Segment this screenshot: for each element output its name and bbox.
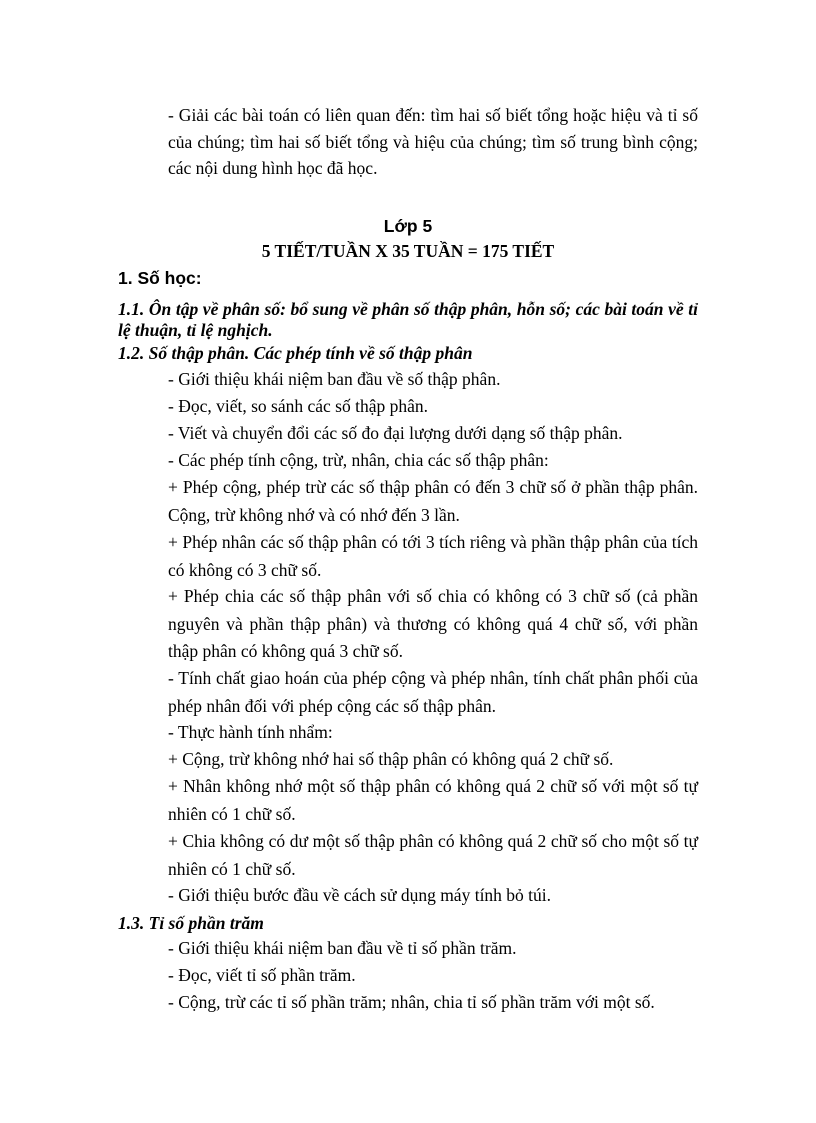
subsection-1-3-heading: 1.3. Tỉ số phần trăm bbox=[118, 913, 264, 933]
list-item: + Phép nhân các số thập phân có tới 3 tích riêng và phần thập phân của tích có không có 3 chữ số. bbox=[168, 532, 698, 580]
list-item: - Giới thiệu khái niệm ban đầu về số thập phân. bbox=[168, 369, 501, 389]
grade-subtitle: 5 TIẾT/TUẦN X 35 TUẦN = 175 TIẾT bbox=[261, 241, 555, 261]
list-item: - Đọc, viết tỉ số phần trăm. bbox=[168, 965, 356, 985]
list-item: + Phép chia các số thập phân với số chia có không có 3 chữ số (cả phần nguyên và phần thập phân) và thương có không quá 4 chữ số, với phần thập phân có không quá 3 chữ số. bbox=[168, 586, 698, 661]
list-item: + Chia không có dư một số thập phân có không quá 2 chữ số cho một số tự nhiên có 1 chữ số. bbox=[168, 831, 698, 879]
list-item: - Giới thiệu khái niệm ban đầu về tỉ số phần trăm. bbox=[168, 938, 517, 958]
list-item: + Cộng, trừ không nhớ hai số thập phân có không quá 2 chữ số. bbox=[168, 749, 614, 769]
subsection-1-2-heading: 1.2. Số thập phân. Các phép tính về số thập phân bbox=[118, 343, 473, 363]
list-item: - Đọc, viết, so sánh các số thập phân. bbox=[168, 396, 428, 416]
list-item: - Viết và chuyển đổi các số đo đại lượng dưới dạng số thập phân. bbox=[168, 423, 623, 443]
section-heading: 1. Số học: bbox=[118, 268, 202, 288]
list-item: + Phép cộng, phép trừ các số thập phân có đến 3 chữ số ở phần thập phân. Cộng, trừ không nhớ và có nhớ đến 3 lần. bbox=[168, 477, 698, 525]
grade-title: Lớp 5 bbox=[383, 216, 433, 236]
list-item: - Các phép tính cộng, trừ, nhân, chia các số thập phân: bbox=[168, 450, 549, 470]
list-item: - Cộng, trừ các tỉ số phần trăm; nhân, chia tỉ số phần trăm với một số. bbox=[168, 992, 655, 1012]
list-item: - Tính chất giao hoán của phép cộng và phép nhân, tính chất phân phối của phép nhân đối với phép cộng các số thập phân. bbox=[168, 668, 698, 716]
list-item: + Nhân không nhớ một số thập phân có không quá 2 chữ số với một số tự nhiên có 1 chữ số. bbox=[168, 776, 698, 824]
intro-paragraph: - Giải các bài toán có liên quan đến: tìm hai số biết tổng hoặc hiệu và tỉ số của chúng; tìm hai số biết tổng và hiệu của chúng; tìm số trung bình cộng; các nội dung hình học đã học. bbox=[168, 105, 698, 178]
subsection-1-1-heading: 1.1. Ôn tập về phân số: bổ sung về phân số thập phân, hỗn số; các bài toán về tỉ lệ thuận, tỉ lệ nghịch. bbox=[118, 299, 698, 340]
list-item: - Thực hành tính nhẩm: bbox=[168, 722, 333, 742]
list-item: - Giới thiệu bước đầu về cách sử dụng máy tính bỏ túi. bbox=[168, 885, 552, 905]
